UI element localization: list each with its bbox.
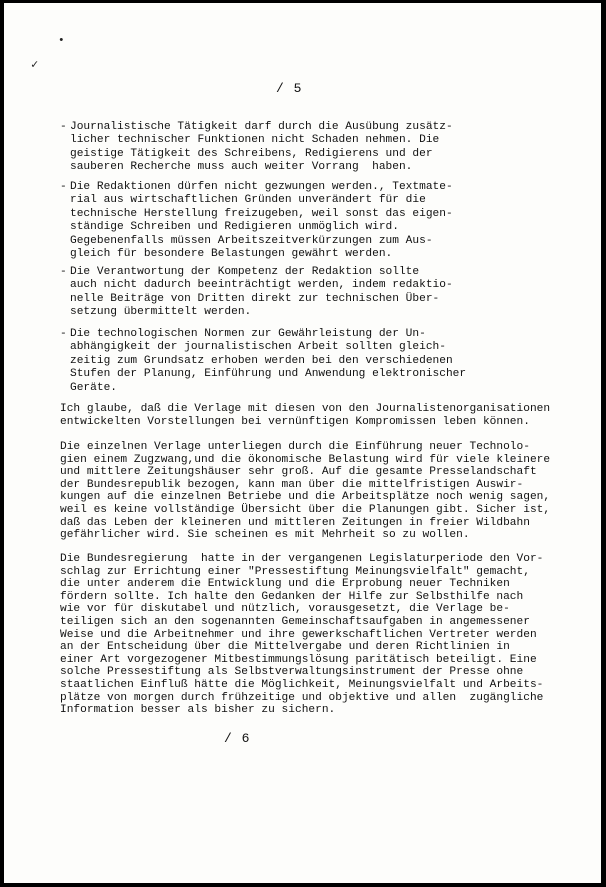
bullet-dash: - [60,121,67,133]
bullet-line: auch nicht dadurch beeinträchtigt werden, indem redaktio- [70,279,453,292]
bullet-line: zeitig zum Grundsatz erhoben werden bei den verschiedenen [70,354,453,367]
next-page-marker: / 6 [224,731,251,746]
bullet-line: Geräte. [70,381,117,394]
bullet-line: licher technischer Funktionen nicht Schaden nehmen. Die [70,134,440,147]
paragraph-line: wie vor für diskutabel und nützlich, vorausgesetzt, die Verlage be- [60,603,510,616]
bullet-item [60,121,510,175]
paragraph-line: einer Art vorgezogener Mitbestimmungslösung paritätisch beteiligt. Eine [60,653,537,666]
paragraph-line: teiligen sich an den sogenannten Gemeinschaftsaufgaben in angemessener [60,615,530,628]
paragraph-line: die unter anderem die Entwicklung und die Erprobung neuer Techniken [60,578,510,591]
bullet-dash: - [60,266,67,278]
paragraph-line: schlag zur Errichtung einer "Pressestiftung Meinungsvielfalt" gemacht, [60,565,530,578]
paragraph-line: Weise und die Arbeitnehmer und ihre gewerkschaftlichen Vertreter werden [60,628,537,641]
bullet-item [60,266,510,320]
bullet-line: technische Herstellung freizugeben, weil sonst das eigen- [70,207,453,220]
bullet-line: Gegebenenfalls müssen Arbeitszeitverkürzungen zum Aus- [70,234,433,247]
pen-mark: ✓ [31,58,39,72]
page-number: / 5 [276,81,303,96]
bullet-line: setzung übermittelt werden. [70,306,252,319]
bullet-line: ständige Schreiben und Redigieren unmöglich wird. [70,221,399,234]
paragraph-line: an der Entscheidung über die Mittelvergabe und deren Richtlinien in [60,641,510,654]
bullet-line: rial aus wirtschaftlichen Gründen unverändert für die [70,194,426,207]
paragraph [60,441,590,542]
bullet-item [60,328,510,395]
paragraph-line: gien einem Zugzwang,und die ökonomische Belastung wird für viele kleinere [60,453,551,466]
paragraph-line: weil es keine vollständige Übersicht über die Planungen gibt. Sicher ist, [60,503,551,516]
paragraph-line: gefährlicher wird. Sie scheinen es mit Mehrheit so zu wollen. [60,529,470,542]
paragraph-line: Die einzelnen Verlage unterliegen durch die Einführung neuer Technolo- [60,441,530,453]
paragraph-line: staatlichen Einfluß hätte die Möglichkeit, Meinungsvielfalt und Arbeits- [60,678,544,691]
bullet-line: Journalistische Tätigkeit darf durch die Ausübung zusätz- [70,121,453,133]
paragraph-line: und mittlere Zeitungshäuser sehr groß. Auf die gesamte Presselandschaft [60,466,537,479]
bullet-line: Die Redaktionen dürfen nicht gezwungen werden., Textmate- [70,181,453,193]
bullet-dash: - [60,328,67,340]
document-page [4,3,601,883]
paragraph [60,553,590,717]
paragraph-line: fördern sollte. Ich halte den Gedanken der Hilfe zur Selbsthilfe nach [60,590,524,603]
bullet-line: Die technologischen Normen zur Gewährleistung der Un- [70,328,426,340]
paragraph-line: Information besser als bisher zu sichern. [60,704,336,717]
paragraph-line: kungen auf die einzelnen Betriebe und die Arbeitsplätze noch wenig sagen, [60,491,551,504]
paragraph-line: daß das Leben der kleineren und mittleren Zeitungen in freier Wildbahn [60,516,530,529]
paragraph-line: Ich glaube, daß die Verlage mit diesen von den Journalistenorganisationen [60,403,551,415]
paragraph-line: Die Bundesregierung hatte in der vergangenen Legislaturperiode den Vor- [60,553,544,565]
bullet-line: geistige Tätigkeit des Schreibens, Redigierens und der [70,147,433,160]
bullet-item [60,181,510,261]
paragraph-line: solche Pressestiftung als Selbstverwaltungsinstrument der Presse ohne [60,666,524,679]
bullet-line: nelle Beiträge von Dritten direkt zur technischen Über- [70,292,440,305]
bullet-line: Die Verantwortung der Kompetenz der Redaktion sollte [70,266,420,278]
paragraph-line: der Bundesrepublik bezogen, kann man über die mittelfristigen Auswir- [60,478,524,491]
bullet-line: gleich für besondere Belastungen gewährt werden. [70,248,393,261]
paragraph-line: entwickelten Vorstellungen bei vernünftigen Kompromissen leben können. [60,415,530,428]
bullet-dash: - [60,181,67,193]
paragraph-line: plätze von morgen durch frühzeitige und objektive und allen zugängliche [60,691,544,704]
bullet-line: sauberen Recherche muss auch weiter Vorrang haben. [70,161,413,174]
bullet-line: Stufen der Planung, Einführung und Anwendung elektronischer [70,368,467,381]
paragraph [60,403,590,428]
punch-mark-top: • [58,35,65,47]
bullet-line: abhängigkeit der journalistischen Arbeit sollten gleich- [70,341,446,354]
